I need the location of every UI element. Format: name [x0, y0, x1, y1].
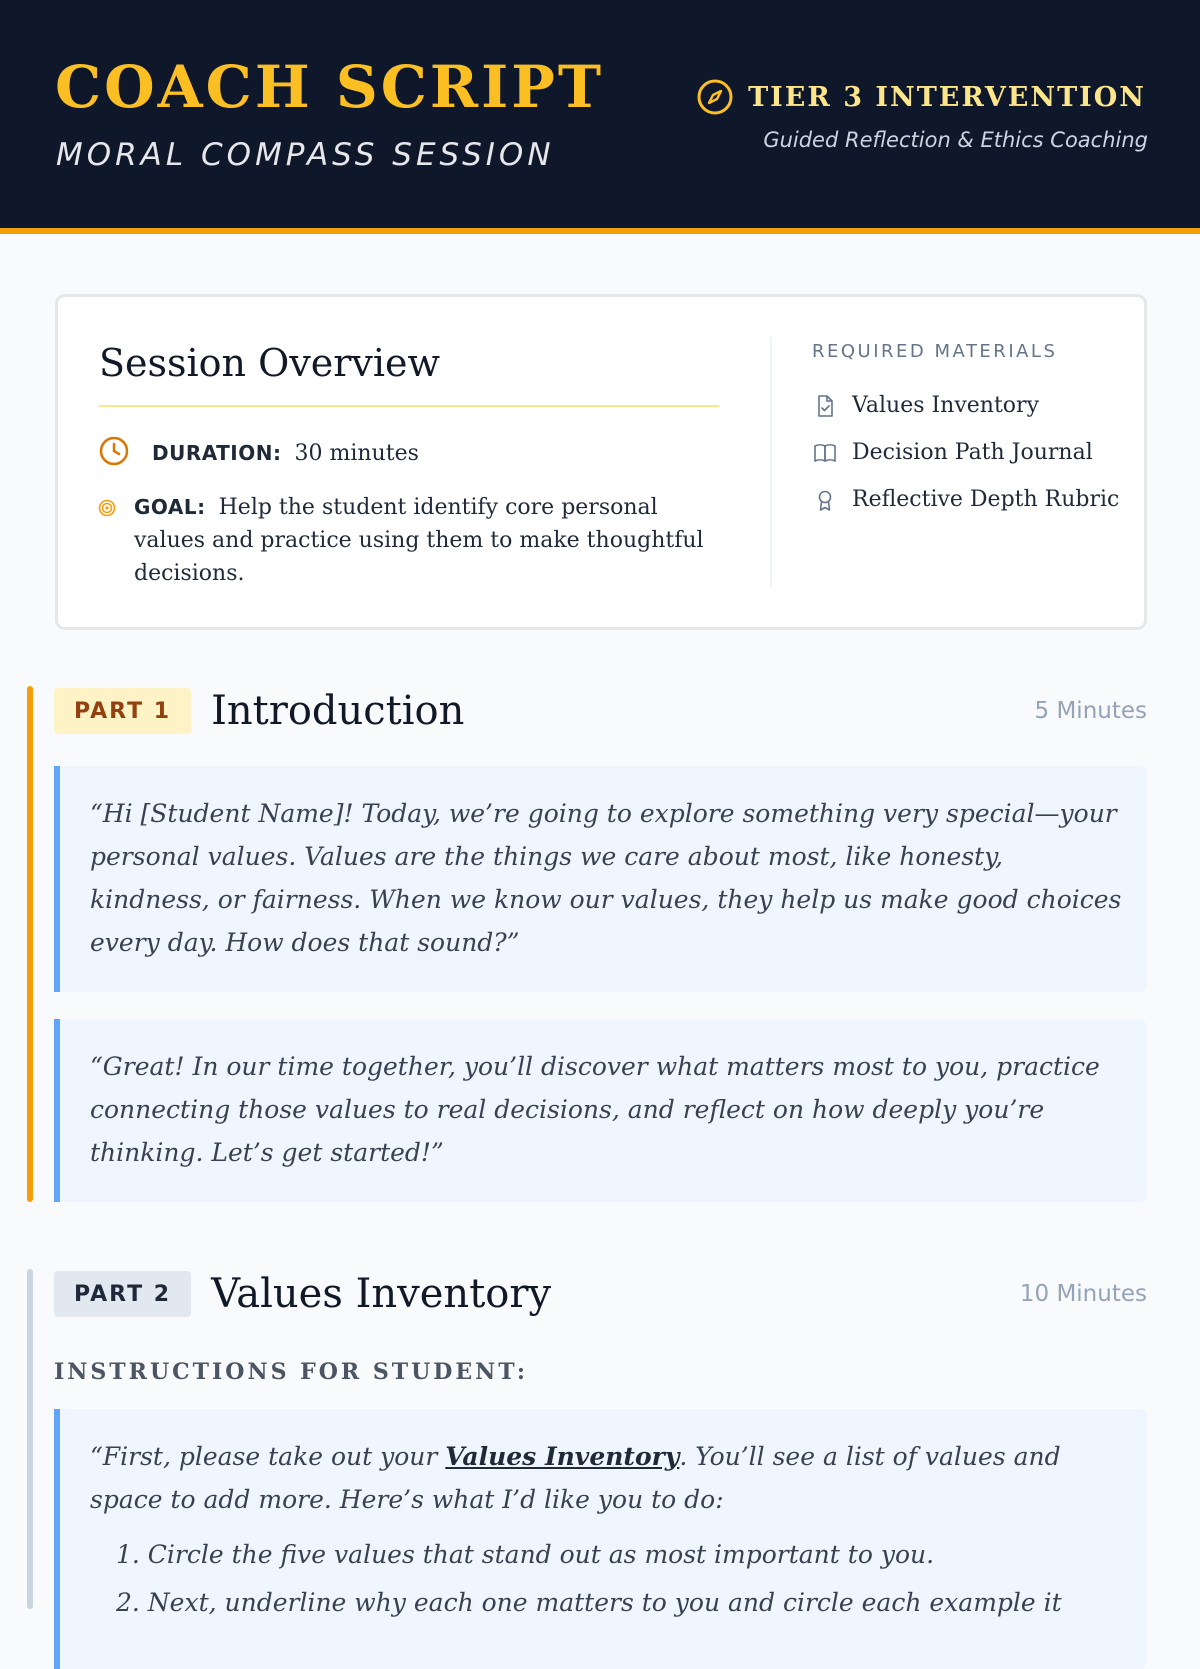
part-1-header	[54, 686, 1147, 736]
part-2-accent-bar	[27, 1269, 33, 1609]
material-item	[812, 389, 1122, 422]
tier-label	[696, 78, 1146, 116]
duration-value: 30 minutes	[294, 441, 419, 466]
quote-text: . You’ll see a list of values and space to add more. Here’s what I’d like you to do:	[90, 1442, 1061, 1514]
instruction-steps	[90, 1531, 1123, 1627]
part-1-accent-bar	[27, 686, 33, 1202]
coach-quote: “Hi [Student Name]! Today, we’re going to explore something very special—your personal values. Values are the things we care about most, like honesty, kindness, or fairness. When we know our values, they help us make good choices every day. How does that sound?”	[54, 766, 1147, 992]
part-2-badge: PART 2	[54, 1271, 191, 1317]
part-2-time: 10 Minutes	[1019, 1281, 1147, 1307]
compass-icon	[696, 78, 734, 116]
target-icon	[98, 499, 116, 517]
page-subtitle: MORAL COMPASS SESSION	[56, 137, 555, 173]
overview-title: Session Overview	[99, 341, 441, 385]
quote-text: “First, please take out your	[90, 1442, 446, 1471]
goal-label: GOAL:	[134, 495, 206, 519]
part-2-header	[54, 1269, 1147, 1319]
award-icon	[812, 487, 838, 513]
duration-row	[98, 437, 419, 470]
overview-divider	[99, 405, 719, 407]
material-label: Decision Path Journal	[852, 440, 1093, 465]
values-inventory-reference: Values Inventory	[445, 1442, 680, 1471]
material-item	[812, 436, 1122, 469]
part-2-section	[27, 1269, 1147, 1617]
tier-text: TIER 3 INTERVENTION	[748, 81, 1146, 113]
clock-icon	[98, 435, 130, 467]
part-1-badge: PART 1	[54, 688, 191, 734]
part-1-title: Introduction	[211, 688, 465, 734]
instruction-step: 1. Circle the five values that stand out as most important to you.	[116, 1540, 935, 1569]
part-1-time: 5 Minutes	[1034, 698, 1147, 724]
instructions-label: INSTRUCTIONS FOR STUDENT:	[54, 1359, 528, 1385]
material-item	[812, 483, 1122, 516]
book-open-icon	[812, 440, 838, 466]
header-tagline: Guided Reflection & Ethics Coaching	[763, 128, 1148, 152]
goal-row	[98, 491, 718, 590]
session-overview-card	[55, 294, 1147, 630]
coach-quote: “Great! In our time together, you’ll discover what matters most to you, practice connecting those values to real decisions, and reflect on how deeply you’re thinking. Let’s get started!”	[54, 1019, 1147, 1202]
materials-heading: REQUIRED MATERIALS	[812, 341, 1058, 362]
page-title: COACH SCRIPT	[55, 53, 604, 121]
duration-label: DURATION:	[152, 441, 282, 465]
part-1-section	[27, 686, 1147, 1202]
material-label: Reflective Depth Rubric	[852, 487, 1120, 512]
column-divider	[770, 337, 772, 587]
material-label: Values Inventory	[852, 393, 1039, 418]
file-check-icon	[812, 393, 838, 419]
coach-quote	[54, 1409, 1147, 1669]
goal-value: Help the student identify core personal values and practice using them to make thoughtful decisions.	[134, 495, 704, 586]
part-2-title: Values Inventory	[211, 1271, 552, 1317]
materials-list	[812, 389, 1122, 530]
page-header	[0, 0, 1200, 234]
instruction-step: 2. Next, underline why each one matters to you and circle each example it	[116, 1588, 1062, 1617]
